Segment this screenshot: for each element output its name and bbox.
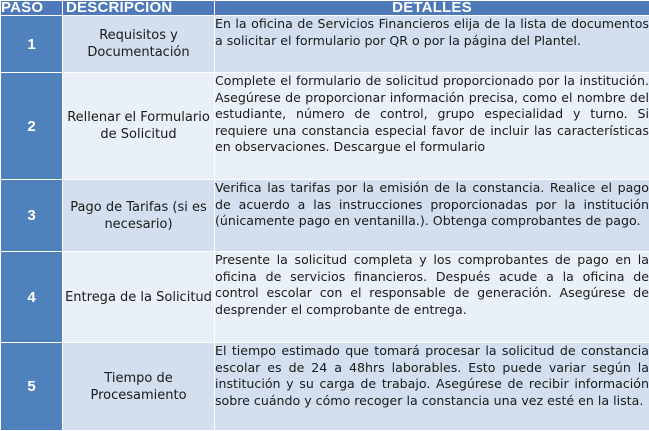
step-number: 5 <box>1 343 63 431</box>
step-details: Presente la solicitud completa y los comprobantes de pago en la oficina de servicios financieros. Después acude a la oficina de control escolar con el responsable de generación. Asegúrese de desprender el comprobante de entrega. <box>215 252 649 343</box>
step-number: 1 <box>1 16 63 73</box>
step-description: Tiempo de Procesamiento <box>63 343 215 431</box>
step-details: En la oficina de Servicios Financieros elija de la lista de documentos a solicitar el formulario por QR o por la página del Plantel. <box>215 16 649 73</box>
table-body <box>1 16 649 431</box>
table-row <box>1 180 649 252</box>
table-row <box>1 16 649 73</box>
step-number: 2 <box>1 73 63 180</box>
step-description: Requisitos y Documentación <box>63 16 215 73</box>
step-description: Pago de Tarifas (si es necesario) <box>63 180 215 252</box>
header-step: PASO <box>1 1 63 16</box>
header-row <box>1 1 649 16</box>
step-details: El tiempo estimado que tomará procesar la solicitud de constancia escolar es de 24 a 48hrs laborables. Esto puede variar según la institución y su carga de trabajo. Asegúrese de recibir información sobre cuándo y cómo recoger la constancia una vez esté en la lista. <box>215 343 649 431</box>
step-number: 4 <box>1 252 63 343</box>
table-row <box>1 252 649 343</box>
step-description: Rellenar el Formulario de Solicitud <box>63 73 215 180</box>
table-row <box>1 343 649 431</box>
table-header <box>1 1 649 16</box>
step-details: Verifica las tarifas por la emisión de la constancia. Realice el pago de acuerdo a las instrucciones proporcionadas por la institución (únicamente pago en ventanilla.). Obtenga comprobantes de pago. <box>215 180 649 252</box>
table-row <box>1 73 649 180</box>
step-details: Complete el formulario de solicitud proporcionado por la institución. Asegúrese de proporcionar información precisa, como el nombre del estudiante, número de control, grupo especialidad y turno. Si requiere una constancia especial favor de incluir las características en observaciones. Descargue el formulario <box>215 73 649 180</box>
header-description: DESCRIPCIÓN <box>63 1 215 16</box>
step-number: 3 <box>1 180 63 252</box>
header-details: DETALLES <box>215 1 649 16</box>
step-description: Entrega de la Solicitud <box>63 252 215 343</box>
